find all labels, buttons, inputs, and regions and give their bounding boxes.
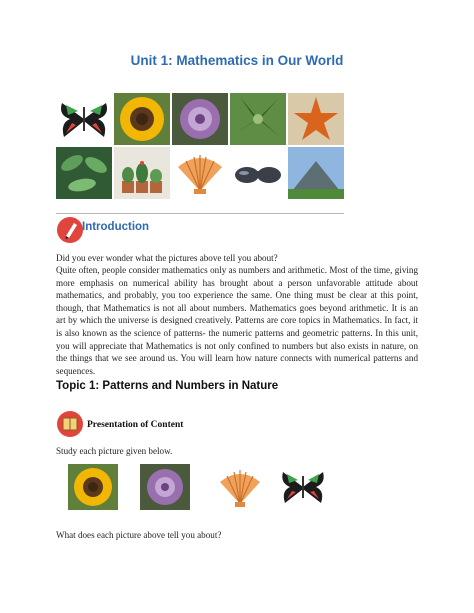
intro-paragraph: Quite often, people consider mathematics only as numbers and arithmetic. Most of the time, giving more emphasis on numerical ability has brought about a person unfavorable attitude about mathematics, and probably, you too experience the same. One thing must be clear at this point, though, that Mathematics is not all about numbers. Mathematics goes beyond arithmetic. It is an art by which the universe is designed creatively. Patterns are core topics in Mathematics. In fact, it is also known as the science of patterns- the numeric patterns and geometric patterns. In this unit, you will appreciate that Mathematics is not only confined to numbers but also exists in nature, on the things that we see around us. You will learn how nature connects with numerical patterns and sequences. [56,265,418,376]
butterfly-image [56,93,112,145]
aloe-image [230,93,286,145]
seashell-image [172,147,228,199]
intro-question: Did you ever wonder what the pictures above tell you about? [56,253,278,263]
volcano-image [288,147,344,199]
book-icon [56,410,84,438]
study-instruction: Study each picture given below. [56,446,173,456]
introduction-heading: Introduction [82,221,150,233]
sunflower-image [68,464,118,510]
image-gallery [56,93,346,201]
leaves-image [56,147,112,199]
cacti-image [114,147,170,199]
section-divider [56,213,344,214]
sunglasses-image [230,147,286,199]
closing-question: What does each picture above tell you about? [56,530,222,540]
thistle-image [172,93,228,145]
gallery-row-1 [56,93,346,145]
presentation-heading: Presentation of Content [87,420,184,430]
starfish-image [288,93,344,145]
sunflower-image [114,93,170,145]
thistle-image [140,464,190,510]
page-title: Unit 1: Mathematics in Our World [130,53,344,68]
topic-heading: Topic 1: Patterns and Numbers in Nature [56,380,279,392]
gallery-row-2 [56,147,346,199]
pencil-icon [56,216,84,244]
seashell-image [215,464,265,510]
picture-row [0,464,474,514]
butterfly-image [278,464,328,510]
